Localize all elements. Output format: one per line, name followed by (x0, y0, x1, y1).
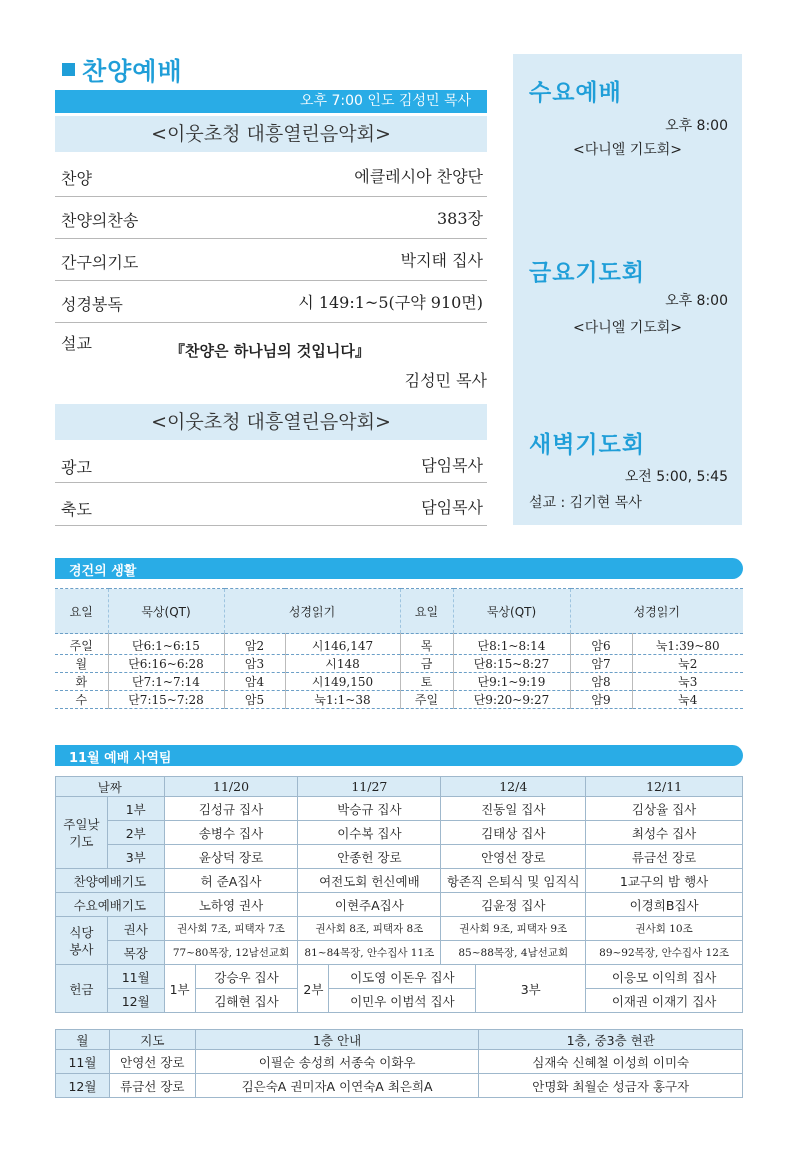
sermon-label: 설교 (61, 334, 92, 353)
name-cell: 81~84목장, 안수집사 11조 (298, 941, 441, 965)
name-cell: 1교구의 밤 행사 (586, 869, 743, 893)
fri-subtitle: <다니엘 기도회> (572, 320, 683, 336)
reading-cell: 시148 (285, 655, 400, 673)
usher-cell: 안명화 최월순 성금자 홍구자 (479, 1074, 743, 1098)
column-header: 성경읽기 (570, 589, 743, 634)
name-cell: 김상율 집사 (586, 797, 743, 821)
name-cell: 최성수 집사 (586, 821, 743, 845)
monthly-guide-table (55, 1029, 743, 1098)
column-header: 월 (56, 1030, 110, 1050)
name-cell: 77~80목장, 12남선교회 (164, 941, 298, 965)
program-row (55, 154, 487, 197)
reading-cell: 암7 (570, 655, 632, 673)
table-row (56, 821, 743, 845)
name-cell: 안종헌 장로 (298, 845, 441, 869)
day-cell: 토 (400, 673, 453, 691)
day-cell: 수 (55, 691, 108, 709)
reading-cell: 암5 (224, 691, 285, 709)
name-cell: 이수복 집사 (298, 821, 441, 845)
part-label: 1부 (107, 797, 164, 821)
qt-cell: 단9:1~9:19 (453, 673, 570, 691)
service-panel (513, 54, 742, 525)
table-row (55, 673, 743, 691)
table-header-row (56, 1030, 743, 1050)
name-cell: 송병수 집사 (164, 821, 298, 845)
qt-cell: 단9:20~9:27 (453, 691, 570, 709)
name-cell: 허 준A집사 (164, 869, 298, 893)
wed-time: 오후 8:00 (665, 118, 728, 134)
reading-cell: 시146,147 (285, 634, 400, 655)
day-cell: 화 (55, 673, 108, 691)
preacher: 김성민 목사 (404, 371, 487, 390)
name-cell: 안영선 장로 (441, 845, 586, 869)
program-label: 찬양 (61, 169, 92, 188)
date-header: 12/11 (586, 777, 743, 797)
name-cell: 85~88목장, 4남선교회 (441, 941, 586, 965)
month-label: 11월 (107, 965, 164, 989)
reading-cell: 암6 (570, 634, 632, 655)
usher-cell: 심재숙 신혜철 이성희 이미숙 (479, 1050, 743, 1074)
table-header-row (55, 589, 743, 634)
table-row (56, 917, 743, 941)
column-header: 묵상(QT) (108, 589, 224, 634)
qt-cell: 단7:15~7:28 (108, 691, 224, 709)
month-cell: 11월 (56, 1050, 110, 1074)
team-table (55, 776, 743, 1013)
part-label: 3부 (476, 965, 586, 1013)
qt-cell: 단8:15~8:27 (453, 655, 570, 673)
reading-cell: 암3 (224, 655, 285, 673)
table-row (56, 965, 743, 989)
sermon-title: 『찬양은 하나님의 것입니다』 (170, 342, 370, 360)
fri-time: 오후 8:00 (665, 293, 728, 309)
table-row (56, 893, 743, 917)
day-cell: 주일 (400, 691, 453, 709)
name-cell: 김태상 집사 (441, 821, 586, 845)
team-section-title: 11월 예배 사역팀 (69, 751, 172, 766)
usher-cell: 이필순 송성희 서종숙 이화우 (195, 1050, 479, 1074)
name-cell: 권사회 9조, 피택자 9조 (441, 917, 586, 941)
dawn-preacher: 설교 : 김기현 목사 (529, 495, 642, 511)
column-header: 1층, 중3층 현관 (479, 1030, 743, 1050)
program-value: 박지태 집사 (400, 251, 483, 270)
table-row (56, 989, 743, 1013)
concert-banner: <이웃초청 대흥열린음악회> (55, 116, 487, 152)
name-cell: 권사회 7조, 피택자 7조 (164, 917, 298, 941)
day-cell: 금 (400, 655, 453, 673)
part-label: 2부 (298, 965, 329, 1013)
part-label: 3부 (107, 845, 164, 869)
program-row (55, 483, 487, 526)
program-row (55, 440, 487, 483)
day-cell: 월 (55, 655, 108, 673)
reading-cell: 암4 (224, 673, 285, 691)
devotion-table (55, 588, 743, 709)
date-header: 11/27 (298, 777, 441, 797)
reading-cell: 눅1:39~80 (632, 634, 743, 655)
program-value: 에클레시아 찬양단 (354, 167, 483, 186)
table-row (56, 941, 743, 965)
table-row (56, 797, 743, 821)
name-cell: 이민우 이범석 집사 (329, 989, 476, 1013)
name-cell: 진동일 집사 (441, 797, 586, 821)
program-value: 담임목사 (421, 456, 483, 475)
name-cell: 노하영 권사 (164, 893, 298, 917)
worship-time-bar: 오후 7:00 인도 김성민 목사 (55, 90, 487, 113)
month-cell: 12월 (56, 1074, 110, 1098)
table-row (55, 655, 743, 673)
table-row (56, 869, 743, 893)
name-cell: 89~92목장, 안수집사 12조 (586, 941, 743, 965)
program-label: 찬양의찬송 (61, 211, 139, 230)
wed-title: 수요예배 (529, 80, 622, 106)
table-row (56, 1074, 743, 1098)
offering-label: 헌금 (56, 965, 108, 1013)
praise-prayer-label: 찬양예배기도 (56, 869, 165, 893)
reading-cell: 눅3 (632, 673, 743, 691)
column-header: 묵상(QT) (453, 589, 570, 634)
program-label: 축도 (61, 500, 92, 519)
role-label: 목장 (107, 941, 164, 965)
food-service-label: 식당 봉사 (56, 917, 108, 965)
name-cell: 윤상덕 장로 (164, 845, 298, 869)
name-cell: 강승우 집사 (195, 965, 298, 989)
reading-cell: 암2 (224, 634, 285, 655)
name-cell: 이응모 이익희 집사 (586, 965, 743, 989)
worship-title: 찬양예배 (82, 57, 183, 86)
devotion-section-bar (55, 558, 743, 579)
part-label: 1부 (164, 965, 195, 1013)
part-label: 2부 (107, 821, 164, 845)
table-row (56, 1050, 743, 1074)
name-cell: 권사회 10조 (586, 917, 743, 941)
role-label: 권사 (107, 917, 164, 941)
reading-cell: 눅4 (632, 691, 743, 709)
guide-cell: 류금선 장로 (109, 1074, 195, 1098)
program-row (55, 238, 487, 281)
name-cell: 김성규 집사 (164, 797, 298, 821)
reading-cell: 눅2 (632, 655, 743, 673)
dawn-time: 오전 5:00, 5:45 (624, 469, 728, 485)
column-header: 요일 (55, 589, 108, 634)
name-cell: 권사회 8조, 피택자 8조 (298, 917, 441, 941)
name-cell: 이경희B집사 (586, 893, 743, 917)
program-value: 383장 (437, 209, 483, 228)
name-cell: 김해현 집사 (195, 989, 298, 1013)
program-label: 간구의기도 (61, 253, 139, 272)
program-value: 담임목사 (421, 498, 483, 517)
date-label: 날짜 (56, 777, 165, 797)
table-row (55, 634, 743, 655)
day-cell: 목 (400, 634, 453, 655)
name-cell: 류금선 장로 (586, 845, 743, 869)
month-label: 12월 (107, 989, 164, 1013)
qt-cell: 단6:1~6:15 (108, 634, 224, 655)
program-label: 성경봉독 (61, 295, 123, 314)
table-row (55, 691, 743, 709)
column-header: 지도 (109, 1030, 195, 1050)
column-header: 성경읽기 (224, 589, 400, 634)
date-header: 11/20 (164, 777, 298, 797)
concert-banner: <이웃초청 대흥열린음악회> (55, 404, 487, 440)
title-square-icon (62, 63, 75, 76)
program-value: 시 149:1~5(구약 910면) (298, 293, 483, 312)
reading-cell: 시149,150 (285, 673, 400, 691)
date-header: 12/4 (441, 777, 586, 797)
table-header-row (56, 777, 743, 797)
name-cell: 박승규 집사 (298, 797, 441, 821)
reading-cell: 암8 (570, 673, 632, 691)
wed-prayer-label: 수요예배기도 (56, 893, 165, 917)
qt-cell: 단6:16~6:28 (108, 655, 224, 673)
name-cell: 김윤정 집사 (441, 893, 586, 917)
reading-cell: 눅1:1~38 (285, 691, 400, 709)
dawn-title: 새벽기도회 (529, 432, 646, 458)
name-cell: 이재권 이재기 집사 (586, 989, 743, 1013)
reading-cell: 암9 (570, 691, 632, 709)
name-cell: 이현주A집사 (298, 893, 441, 917)
guide-cell: 안영선 장로 (109, 1050, 195, 1074)
program-row (55, 196, 487, 239)
table-row (56, 845, 743, 869)
qt-cell: 단7:1~7:14 (108, 673, 224, 691)
sunday-prayer-label: 주일낮 기도 (56, 797, 108, 869)
team-section-bar (55, 745, 743, 766)
devotion-section-title: 경건의 생활 (69, 564, 137, 579)
name-cell: 여전도회 헌신예배 (298, 869, 441, 893)
program-label: 광고 (61, 458, 92, 477)
name-cell: 이도영 이돈우 집사 (329, 965, 476, 989)
fri-title: 금요기도회 (529, 260, 646, 286)
column-header: 요일 (400, 589, 453, 634)
program-row (55, 280, 487, 323)
day-cell: 주일 (55, 634, 108, 655)
wed-subtitle: <다니엘 기도회> (572, 142, 683, 158)
column-header: 1층 안내 (195, 1030, 479, 1050)
name-cell: 항존직 은퇴식 및 임직식 (441, 869, 586, 893)
usher-cell: 김은숙A 권미자A 이연숙A 최은희A (195, 1074, 479, 1098)
qt-cell: 단8:1~8:14 (453, 634, 570, 655)
